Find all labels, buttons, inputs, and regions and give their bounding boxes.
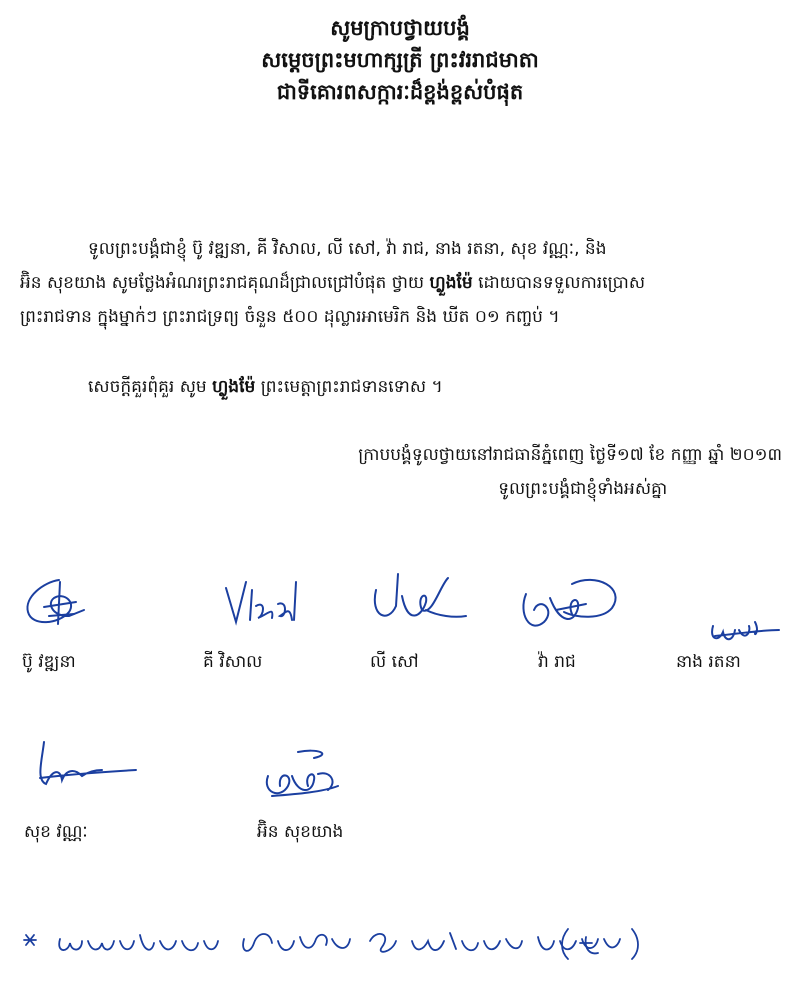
signature-2-mark xyxy=(222,576,302,631)
paragraph-1-line-2-start: អ៊ិន សុខយាង សូមថ្លែងអំណរព្រះរាជគុណដ៏ជ្រាលជ្រៅបំផុត ថ្វាយ xyxy=(20,273,425,293)
body-paragraph-2 xyxy=(88,370,788,404)
body-paragraph-1 xyxy=(20,232,790,334)
signature-3-mark xyxy=(368,566,468,636)
signature-7-mark xyxy=(258,746,358,806)
paragraph-2-start: សេចក្តីគួរពុំគួរ សូម xyxy=(88,377,207,397)
paragraph-1-line-2 xyxy=(20,266,790,300)
paragraph-2-bold-honorific: ហ្លួងម៉ែ xyxy=(212,377,256,397)
header-line-3: ជាទីគោរពសក្ការៈដ៏ខ្ពង់ខ្ពស់បំផុត xyxy=(276,80,524,104)
paragraph-1-line-1: ទូលព្រះបង្គំជាខ្ញុំ ប៊ូ វឌ្ឍនា, គី វិសាល, លី សៅ, វ៉ា រាជ, នាង រតនា, សុខ វណ្ណៈ, និង xyxy=(88,239,607,259)
closing-date-line: ក្រាបបង្គំទូលថ្វាយនៅរាជធានីភ្នំពេញ ថ្ងៃទី១៧ ខែ កញ្ញា ឆ្នាំ ២០១៣ xyxy=(358,445,782,465)
signature-5-mark xyxy=(705,612,785,652)
paragraph-2-end: ព្រះមេត្តាព្រះរាជទានទោស ។ xyxy=(260,377,443,397)
signature-1-mark xyxy=(14,572,94,632)
signature-4-name: វ៉ា រាជ xyxy=(538,652,576,672)
signature-7-name: អ៊ិន សុខយាង xyxy=(257,822,344,842)
closing-signoff-line: ទូលព្រះបង្គំជាខ្ញុំទាំងអស់គ្នា xyxy=(498,479,668,499)
signature-4-mark xyxy=(516,574,626,639)
signature-5-name: នាង រតនា xyxy=(676,652,741,672)
signature-6-name: សុខ វណ្ណៈ xyxy=(24,822,88,842)
signature-6-mark xyxy=(32,740,142,790)
header-line-2: សម្តេចព្រះមហាក្សត្រី ព្រះវររាជមាតា xyxy=(261,48,539,72)
handwritten-footnote xyxy=(20,925,670,965)
paragraph-1-line-2-end: ដោយបានទទួលការប្រោស xyxy=(478,273,646,293)
letter-header xyxy=(0,12,800,108)
signature-3-name: លី សៅ xyxy=(370,652,419,672)
signature-1-name: ប៊ូ វឌ្ឍនា xyxy=(22,652,76,672)
header-line-1: សូមក្រាបថ្វាយបង្គំ xyxy=(330,16,470,40)
signature-2-name: គី វិសាល xyxy=(203,652,263,672)
paragraph-1-line-3: ព្រះរាជទាន ក្នុងម្នាក់ៗ ព្រះរាជទ្រព្យ ចំនួន ៥០០ ដុល្លារអាមេរិក និង ឃីត ០១ កញ្ចប់ ។ xyxy=(20,307,560,327)
closing-block xyxy=(358,438,782,506)
paragraph-1-bold-honorific: ហ្លួងម៉ែ xyxy=(429,273,473,293)
